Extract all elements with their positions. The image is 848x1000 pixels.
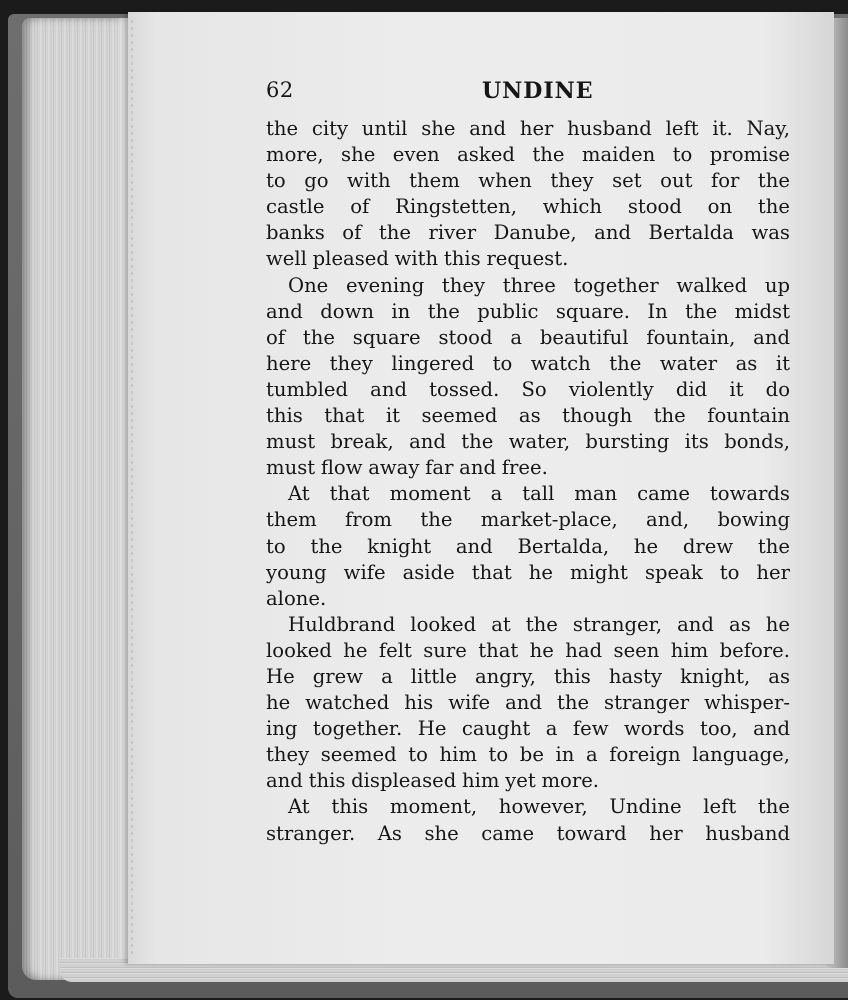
text-line: alone. [266,586,327,610]
page-content [266,76,790,847]
text-line: Huldbrand looked at the stranger, and as he [288,612,790,636]
text-line: castle of Ringstetten, which stood on the [266,195,790,219]
text-line: of the square stood a beautiful fountain, and [266,325,790,349]
text-line: them from the market-place, and, bowing [266,508,790,532]
text-line: and down in the public square. In the midst [266,299,790,323]
text-line: One evening they three together walked up [288,273,790,297]
text-line: stranger. As she came toward her husband [266,821,790,845]
text-line: they seemed to him to be in a foreign language, [266,743,790,767]
page-edges-left [22,18,132,980]
text-line: young wife aside that he might speak to her [266,560,790,584]
text-line: to the knight and Bertalda, he drew the [266,534,790,558]
text-line: more, she even asked the maiden to promise [266,143,790,167]
text-line: he watched his wife and the stranger whisper- [266,691,790,715]
text-line: At this moment, however, Undine left the [288,795,790,819]
text-line: banks of the river Danube, and Bertalda was [266,221,790,245]
text-line: must flow away far and free. [266,456,548,480]
page-number: 62 [266,78,294,102]
text-line: and this displeased him yet more. [266,769,600,793]
text-line: here they lingered to watch the water as it [266,351,790,375]
running-title: UNDINE [482,78,594,104]
text-line: to go with them when they set out for the [266,169,790,193]
text-line: tumbled and tossed. So violently did it do [266,377,790,401]
page-header [266,76,790,116]
text-line: must break, and the water, bursting its bonds, [266,430,790,454]
text-line: At that moment a tall man came towards [288,482,790,506]
paragraph-4 [266,612,790,795]
text-line: well pleased with this request. [266,247,569,271]
text-line: this that it seemed as though the fountain [266,404,790,428]
paragraph-2 [266,273,790,482]
text-line: ing together. He caught a few words too, and [266,717,790,741]
text-line: the city until she and her husband left it. Nay, [266,117,790,140]
paragraph-5 [266,794,790,846]
text-line: He grew a little angry, this hasty knight, as [266,664,790,688]
paragraph-3 [266,481,790,611]
paragraph-1 [266,116,790,273]
text-line: looked he felt sure that he had seen him before. [266,638,790,662]
gutter-stitching [131,20,133,955]
